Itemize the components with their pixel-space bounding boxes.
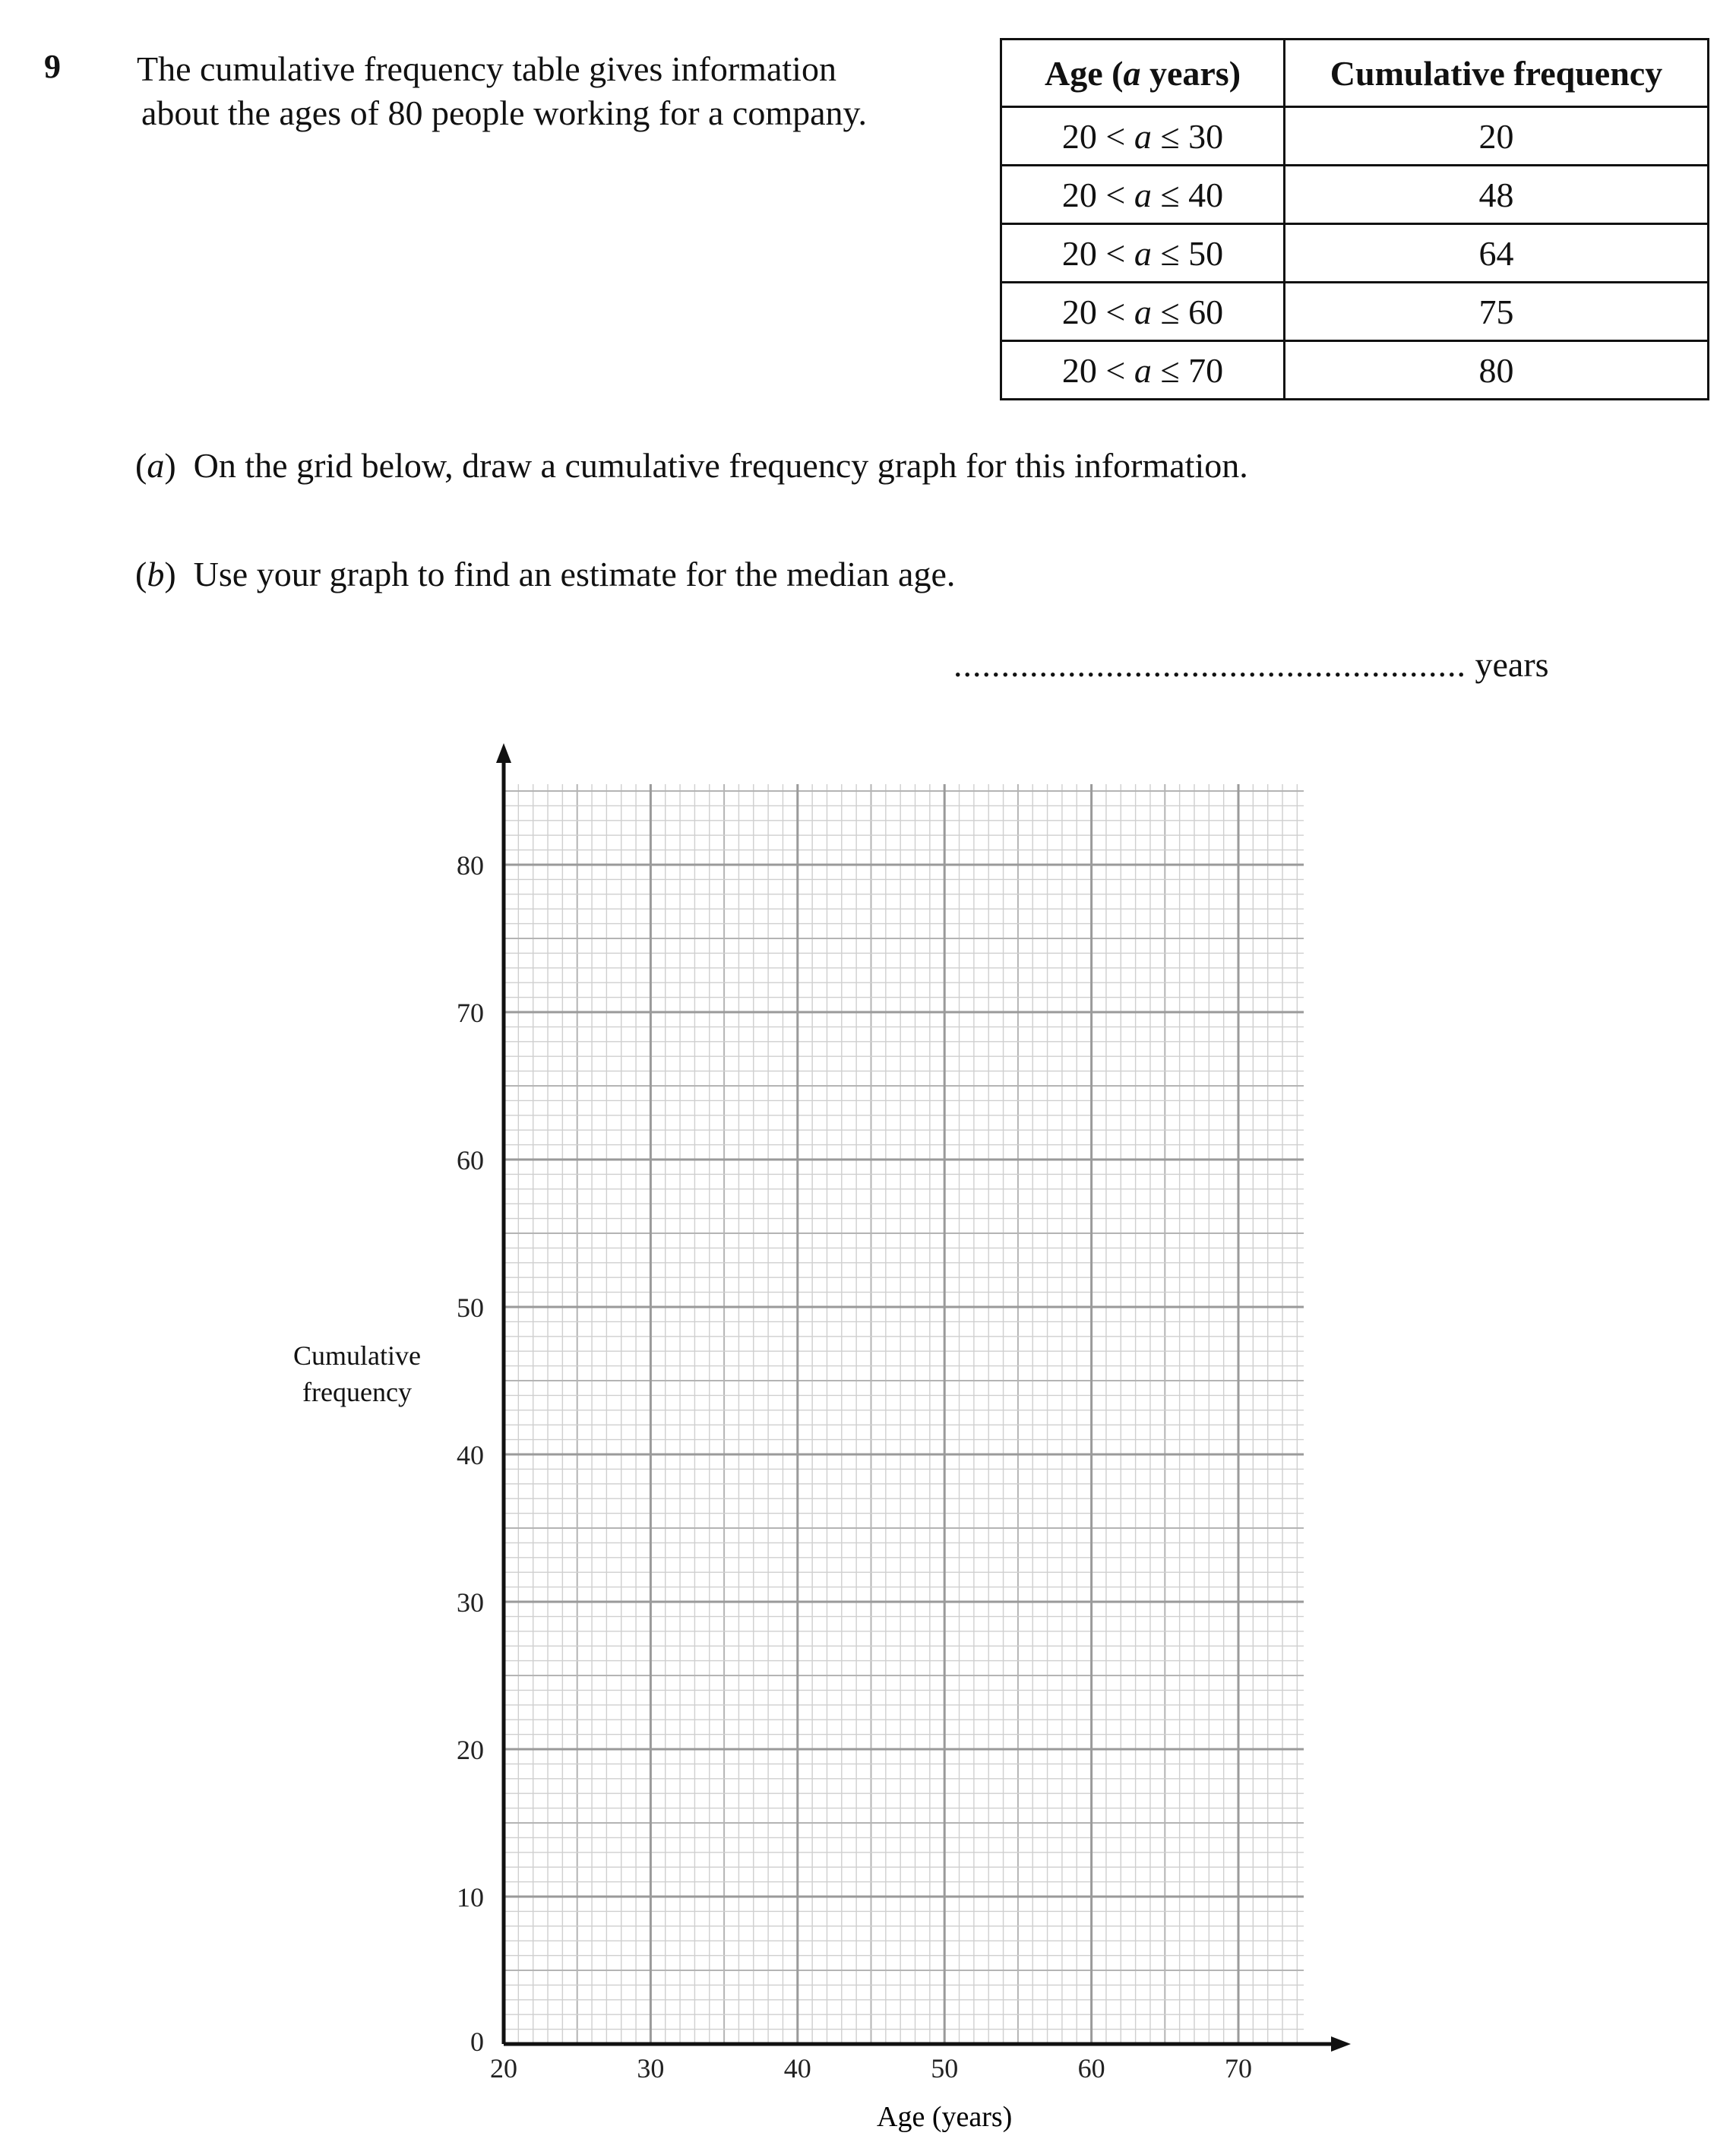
answer-dots[interactable]: ...................................................... [953,645,1466,684]
answer-unit: years [1475,645,1549,684]
y-axis-label-line-1: Cumulative [293,1340,421,1371]
part-a: (a) On the grid below, draw a cumulative frequency graph for this information. [135,446,1248,485]
x-tick-label: 40 [783,2053,811,2084]
frequency-cell: 48 [1285,166,1709,224]
x-axis-arrow-icon [1331,2036,1351,2052]
x-tick-label: 70 [1225,2053,1252,2084]
age-cell: 20 < a ≤ 70 [1001,341,1285,400]
frequency-cell: 64 [1285,224,1709,283]
part-b: (b) Use your graph to find an estimate for the median age. [135,555,956,593]
question-number: 9 [44,48,61,85]
y-axis-arrow-icon [496,743,511,763]
intro-line-2: about the ages of 80 people working for a company. [141,93,868,132]
y-tick-label: 80 [457,850,484,881]
x-tick-label: 30 [637,2053,665,2084]
x-tick-label: 60 [1077,2053,1105,2084]
y-tick-label: 30 [457,1587,484,1618]
part-b-label: b [147,555,165,593]
age-cell: 20 < a ≤ 30 [1001,107,1285,166]
frequency-cell: 75 [1285,283,1709,341]
y-axis-label [274,1337,441,1410]
x-tick-label: 20 [490,2053,517,2084]
y-tick-label: 10 [457,1882,484,1913]
y-tick-label: 0 [470,2027,484,2057]
y-axis-label-line-2: frequency [302,1377,412,1407]
part-a-text: On the grid below, draw a cumulative frequency graph for this information. [193,446,1248,485]
y-tick-label: 40 [457,1440,484,1470]
age-cell: 20 < a ≤ 60 [1001,283,1285,341]
age-cell: 20 < a ≤ 40 [1001,166,1285,224]
intro-line-1: The cumulative frequency table gives information [137,49,836,88]
x-tick-label: 50 [931,2053,959,2084]
y-tick-label: 60 [457,1145,484,1176]
age-cell: 20 < a ≤ 50 [1001,224,1285,283]
y-tick-label: 70 [457,998,484,1028]
part-a-label: a [147,446,165,485]
frequency-cell: 80 [1285,341,1709,400]
part-b-text: Use your graph to find an estimate for the median age. [193,555,956,593]
age-header: Age (a years) [1001,40,1285,107]
frequency-cell: 20 [1285,107,1709,166]
y-tick-label: 50 [457,1293,484,1323]
frequency-header: Cumulative frequency [1285,40,1709,107]
x-axis-label: Age (years) [877,2101,1013,2133]
y-tick-label: 20 [457,1735,484,1765]
